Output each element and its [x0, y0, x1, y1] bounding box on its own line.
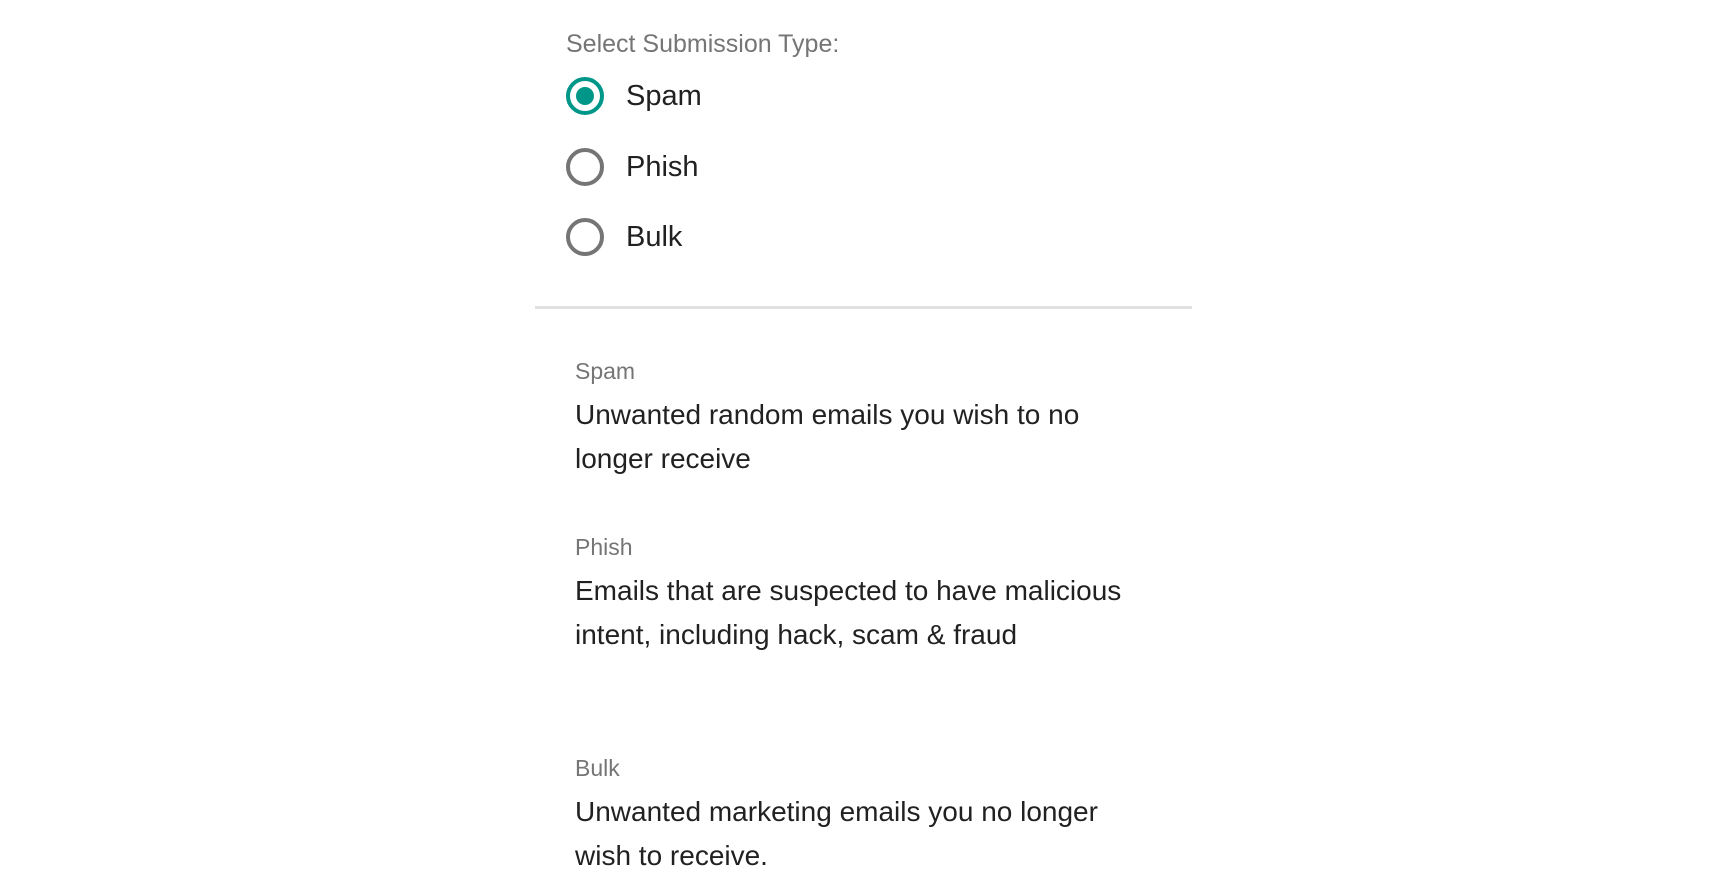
divider [535, 306, 1192, 309]
radio-checked-icon[interactable] [566, 77, 604, 115]
description-title: Bulk [575, 755, 620, 781]
description-title: Phish [575, 534, 633, 560]
radio-label[interactable]: Phish [626, 150, 699, 183]
radio-spam[interactable] [566, 73, 702, 119]
description-text: Unwanted random emails you wish to no longer receive [575, 399, 1080, 474]
radio-label[interactable]: Spam [626, 79, 702, 112]
description-title: Spam [575, 358, 636, 384]
radio-phish[interactable] [566, 144, 699, 190]
submission-type-label: Select Submission Type: [566, 30, 840, 58]
description-text: Unwanted marketing emails you no longer wish to receive. [575, 796, 1098, 871]
description-bulk [575, 755, 1135, 878]
description-phish [575, 534, 1135, 657]
radio-unchecked-icon[interactable] [566, 218, 604, 256]
radio-label[interactable]: Bulk [626, 220, 683, 253]
radio-bulk[interactable] [566, 214, 682, 260]
radio-unchecked-icon[interactable] [566, 148, 604, 186]
description-spam [575, 358, 1135, 481]
description-text: Emails that are suspected to have malicious intent, including hack, scam & fraud [575, 575, 1122, 650]
